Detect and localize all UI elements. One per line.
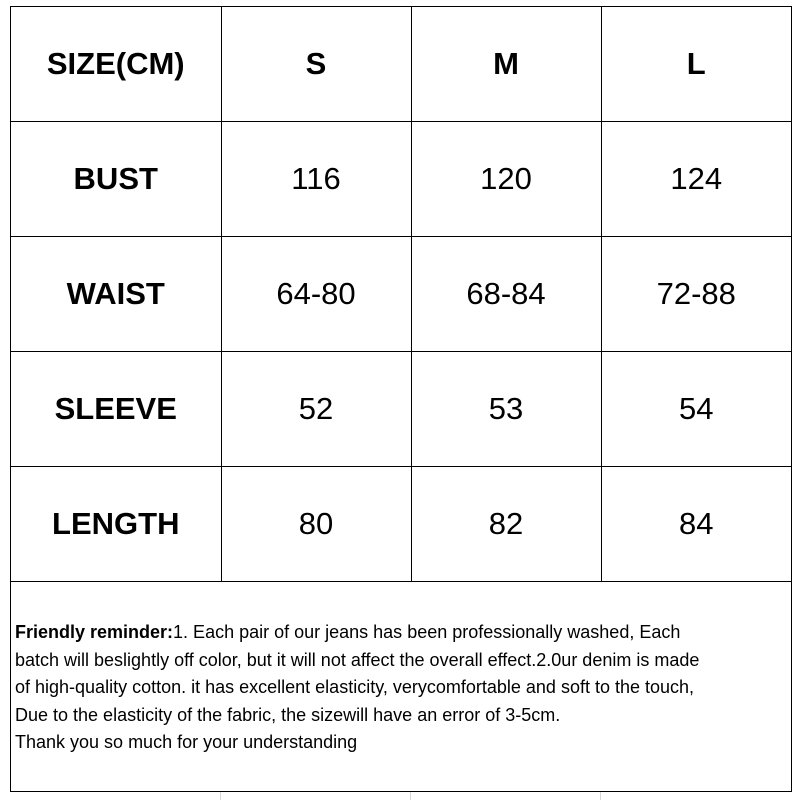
table-row-bust — [11, 122, 791, 237]
cell-length-l: 84 — [601, 467, 791, 582]
row-label-waist: WAIST — [11, 237, 221, 352]
table-row-waist — [11, 237, 791, 352]
reminder-line-5: Thank you so much for your understanding — [15, 732, 358, 752]
reminder-line-3: of high-quality cotton. it has excellent elasticity, verycomfortable and soft to the touch, — [15, 677, 695, 697]
cell-sleeve-s: 52 — [221, 352, 411, 467]
faint-line — [220, 792, 221, 800]
reminder-text-1: 1. Each pair of our jeans has been professionally washed, Each — [173, 622, 681, 642]
cell-length-m: 82 — [411, 467, 601, 582]
reminder-line-1 — [15, 619, 785, 647]
friendly-reminder-note — [15, 619, 785, 757]
table-row-length — [11, 467, 791, 582]
cell-waist-m: 68-84 — [411, 237, 601, 352]
cell-sleeve-m: 53 — [411, 352, 601, 467]
header-size-s: S — [221, 7, 411, 122]
size-chart — [10, 6, 792, 792]
reminder-line-2: batch will beslightly off color, but it will not affect the overall effect.2.0ur denim is made — [15, 649, 700, 670]
cell-bust-l: 124 — [601, 122, 791, 237]
table-row-sleeve — [11, 352, 791, 467]
row-label-sleeve: SLEEVE — [11, 352, 221, 467]
cell-sleeve-l: 54 — [601, 352, 791, 467]
row-label-length: LENGTH — [11, 467, 221, 582]
reminder-lead: Friendly reminder: — [15, 622, 174, 642]
cell-waist-s: 64-80 — [221, 237, 411, 352]
table-header-row — [11, 7, 791, 122]
header-size-m: M — [411, 7, 601, 122]
faint-line — [600, 792, 601, 800]
row-label-bust: BUST — [11, 122, 221, 237]
cell-waist-l: 72-88 — [601, 237, 791, 352]
cell-length-s: 80 — [221, 467, 411, 582]
size-table — [11, 7, 791, 582]
header-size-label: SIZE(CM) — [11, 7, 221, 122]
header-size-l: L — [601, 7, 791, 122]
cell-bust-m: 120 — [411, 122, 601, 237]
reminder-line-4: Due to the elasticity of the fabric, the sizewill have an error of 3-5cm. — [15, 704, 561, 725]
faint-line — [410, 792, 411, 800]
cell-bust-s: 116 — [221, 122, 411, 237]
